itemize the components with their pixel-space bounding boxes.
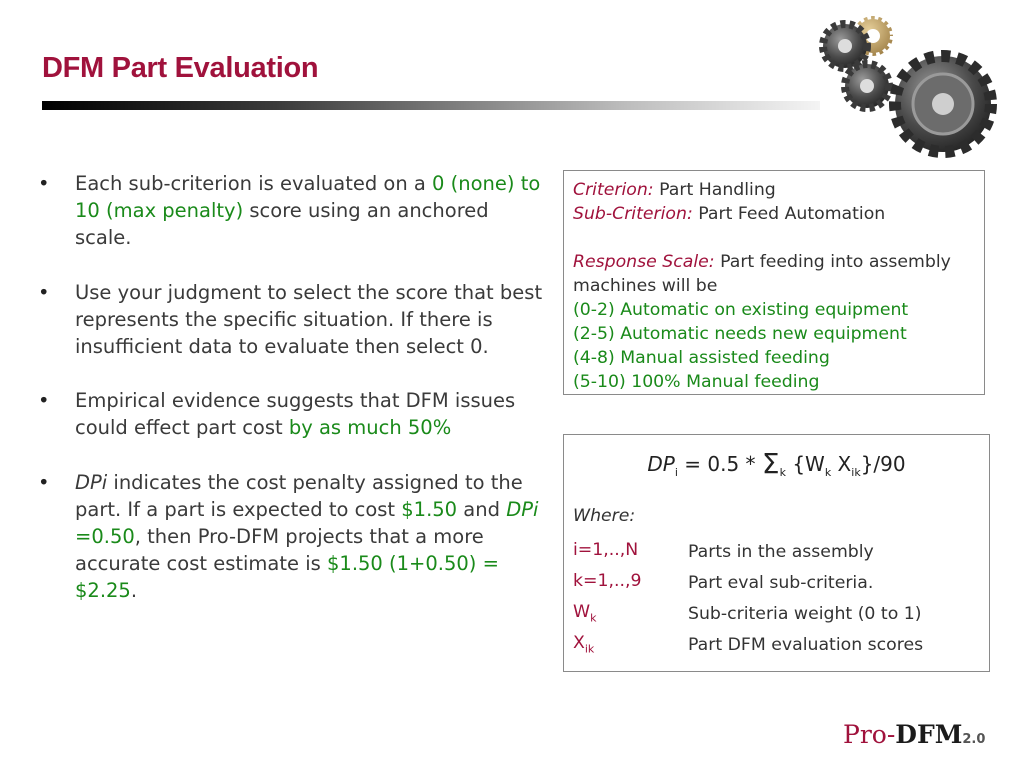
response-scale-line: Response Scale: Part feeding into assembly machines will be xyxy=(573,252,951,296)
formula-box xyxy=(563,434,990,672)
criterion-box xyxy=(563,170,985,395)
definition-row: $X_{ik}$ Part DFM evaluation scores xyxy=(573,633,924,656)
formula: $DP_i = 0.5 * \Sigma_k$ {$W_k$ $X_{ik}\}/90$ xyxy=(647,447,906,480)
list-item: • Empirical evidence suggests that DFM issues could effect part cost by as much 50% xyxy=(38,389,516,440)
scale-item: (5-10) 100% Manual feeding xyxy=(573,372,820,392)
definition-row: k=1,..,9 Part eval sub-criteria. xyxy=(573,571,874,593)
bullet-list xyxy=(38,170,543,632)
title-divider xyxy=(42,101,820,110)
criterion-line: Criterion: Part Handling xyxy=(573,180,776,200)
where-label: Where: xyxy=(573,506,636,526)
gears-icon xyxy=(815,14,1010,169)
list-item: • DPi indicates the cost penalty assigned to the part. If a part is expected to cost $1.50 and DPi =0.50, then Pro-DFM projects that a more accurate cost estimate is $1.50 (1+0.50) = $2.25. xyxy=(38,470,539,603)
scale-item: (2-5) Automatic needs new equipment xyxy=(573,324,907,344)
definition-row: i=1,..,N Parts in the assembly xyxy=(573,540,874,562)
pro-dfm-logo: Pro-DFM2.0 xyxy=(843,720,986,749)
scale-item: (4-8) Manual assisted feeding xyxy=(573,348,830,368)
subcriterion-line: Sub-Criterion: Part Feed Automation xyxy=(573,204,886,224)
page-title: DFM Part Evaluation xyxy=(42,52,319,84)
scale-item: (0-2) Automatic on existing equipment xyxy=(573,300,909,320)
list-item: • Each sub-criterion is evaluated on a 0 (none) to 10 (max penalty) score using an anchored scale. xyxy=(38,172,541,250)
list-item: • Use your judgment to select the score that best represents the specific situation. If there is insufficient data to evaluate then select 0. xyxy=(38,280,543,359)
definition-row: $W_k$ Sub-criteria weight (0 to 1) xyxy=(573,602,922,625)
sigma-symbol: Σ xyxy=(761,447,780,480)
